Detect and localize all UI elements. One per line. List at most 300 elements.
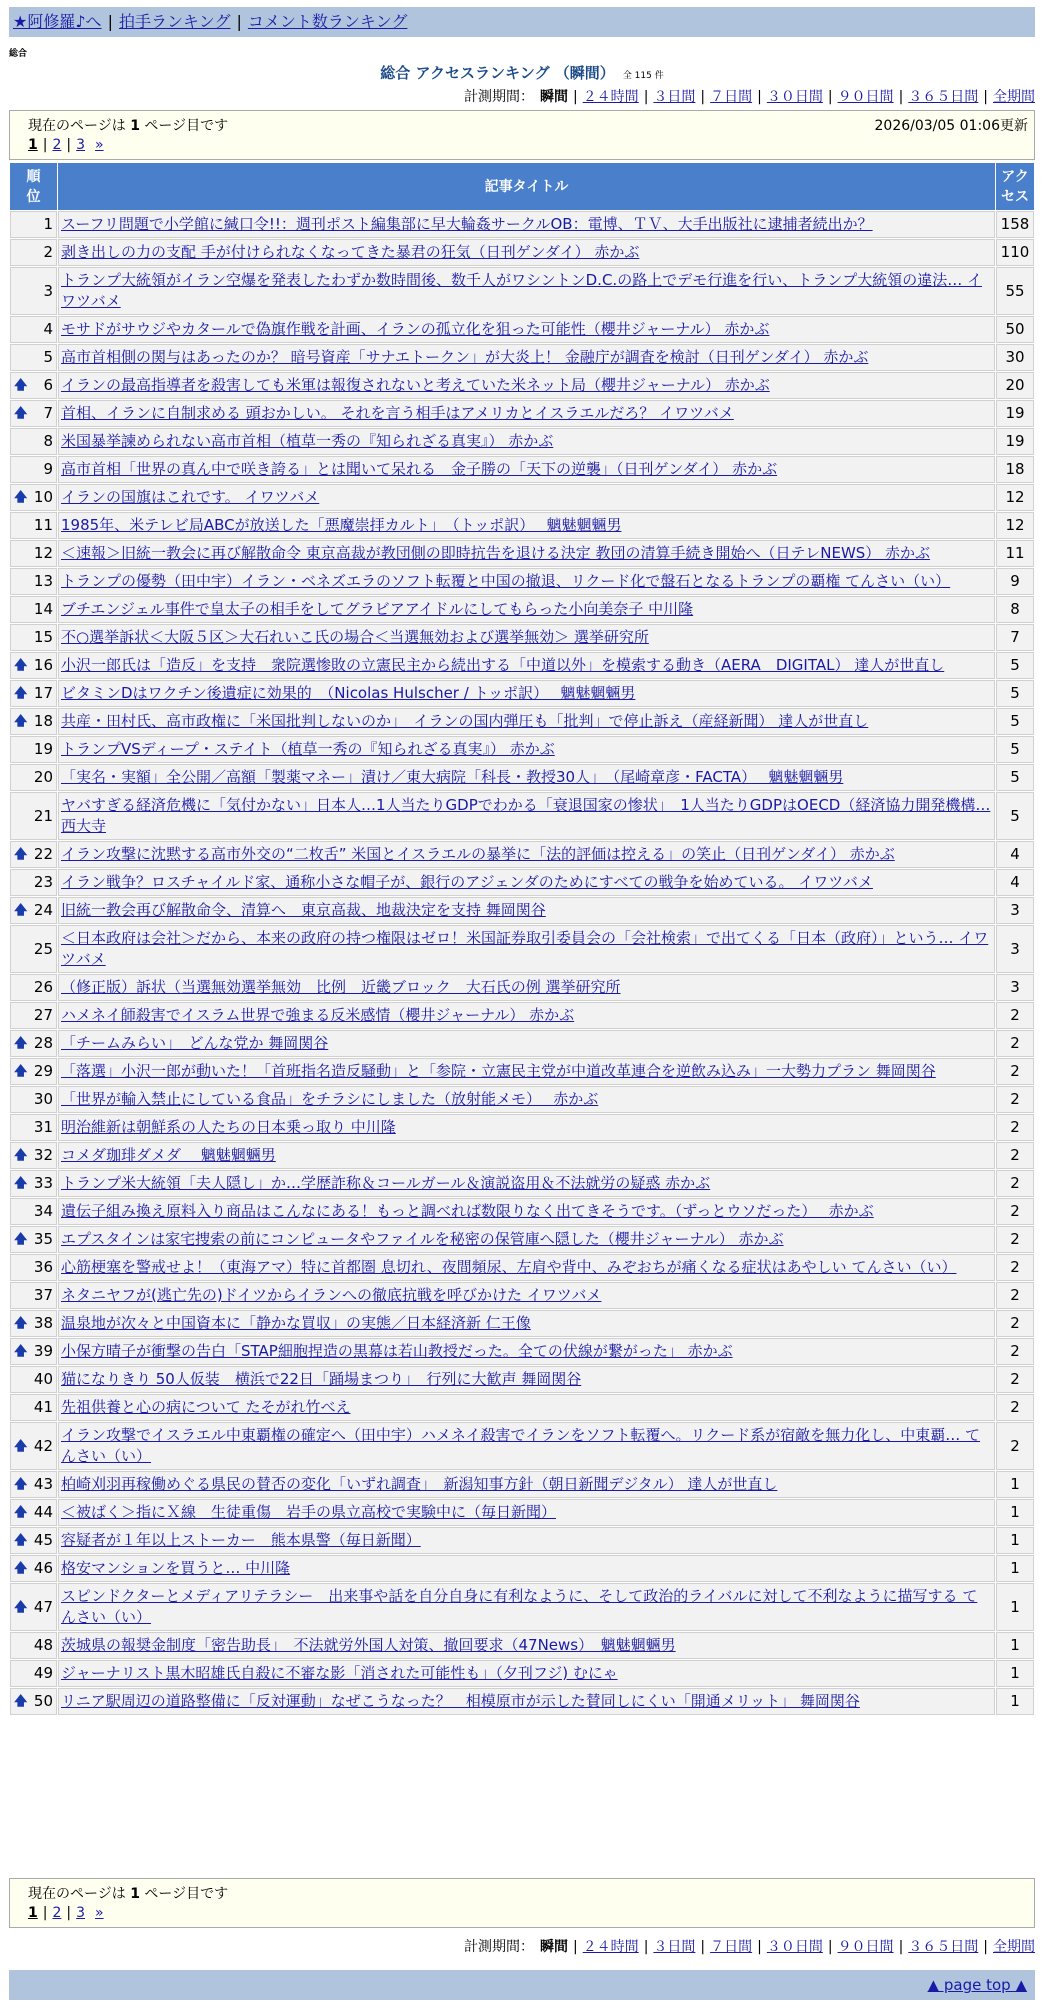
table-row (10, 1226, 1034, 1253)
nav-separator: | (236, 12, 242, 31)
article-title-link[interactable]: イランの最高指導者を殺害しても米軍は報復されないと考えていた米ネット局（櫻井ジャーナル） 赤かぶ (61, 376, 770, 394)
table-row (10, 1583, 1034, 1631)
access-count: 2 (996, 1338, 1034, 1365)
title-cell (58, 652, 995, 679)
title-cell (58, 1254, 995, 1281)
period-link-365d[interactable]: ３６５日間 (908, 1939, 979, 1955)
rank-up-arrow-icon: 🡅 (14, 1477, 28, 1492)
article-title-link[interactable]: 「世界が輸入禁止にしている食品」をチラシにしました（放射能メモ） 赤かぶ (61, 1090, 599, 1108)
rank-number: 1 (43, 215, 53, 233)
rank-cell (10, 1310, 57, 1337)
rank-up-arrow-icon: 🡅 (14, 378, 28, 393)
article-title-link[interactable]: 不○選挙訴状＜大阪５区＞大石れいこ氏の場合＜当選無効および選挙無効＞ 選挙研究所 (61, 628, 649, 646)
article-title-link[interactable]: ジャーナリスト黒木昭雄氏自殺に不審な影「消された可能性も」（夕刊フジ) むにゃ (61, 1664, 618, 1682)
rank-cell (10, 925, 57, 973)
rank-cell (10, 708, 57, 735)
access-count: 1 (996, 1471, 1034, 1498)
rank-number: 38 (33, 1314, 53, 1332)
table-row (10, 344, 1034, 371)
access-count: 2 (996, 1198, 1034, 1225)
article-title-link[interactable]: モサドがサウジやカタールで偽旗作戦を計画、イランの孤立化を狙った可能性（櫻井ジャーナル） 赤かぶ (61, 320, 770, 338)
title-cell (58, 484, 995, 511)
article-title-link[interactable]: 心筋梗塞を警戒せよ！（東海アマ）特に首都圏 息切れ、夜間頻尿、左肩や背中、みぞおちが痛くなる症状はあやしい てんさい（い） (61, 1258, 957, 1276)
title-cell (58, 974, 995, 1001)
rank-number: 47 (33, 1597, 53, 1616)
title-cell (58, 1471, 995, 1498)
article-title-link[interactable]: トランプの優勢（田中宇）イラン・ベネズエラのソフト転覆と中国の撤退、リクード化で盤石となるトランプの覇権 てんさい（い） (61, 572, 951, 590)
table-row (10, 680, 1034, 707)
rank-number: 11 (33, 516, 53, 534)
top-nav (9, 7, 1035, 37)
title-cell (58, 267, 995, 315)
article-title-link[interactable]: ヤバすぎる経済危機に「気付かない」日本人…1人当たりGDPでわかる「衰退国家の惨状」 1人当たりGDPはOECD（経済協力開発機構… 西大寺 (61, 796, 991, 835)
access-count: 2 (996, 1142, 1034, 1169)
period-selector-top: 計測期間： 瞬間 | ２４時間 | ３日間 | ７日間 | ３０日間 | ９０日間 | ３６５日間 | 全期間 (463, 89, 1035, 105)
access-count: 5 (996, 708, 1034, 735)
rank-number: 8 (43, 432, 53, 450)
title-cell (58, 456, 995, 483)
rank-cell (10, 1394, 57, 1421)
access-count: 5 (996, 764, 1034, 791)
rank-up-arrow-icon: 🡅 (14, 1148, 28, 1163)
table-row (10, 540, 1034, 567)
table-row (10, 897, 1034, 924)
title-cell (58, 624, 995, 651)
rank-cell (10, 428, 57, 455)
period-link-30d[interactable]: ３０日間 (766, 89, 823, 105)
rank-number: 18 (33, 712, 53, 730)
title-cell (58, 1366, 995, 1393)
title-cell (58, 428, 995, 455)
title-cell (58, 869, 995, 896)
bottom-bar (9, 1970, 1035, 2000)
title-cell (58, 1688, 995, 1715)
rank-cell (10, 568, 57, 595)
rank-cell (10, 1086, 57, 1113)
article-title-link[interactable]: 茨城県の報奨金制度「密告助長」 不法就労外国人対策、撤回要求（47News） 魑魅魍魎男 (61, 1636, 676, 1654)
rank-cell (10, 1632, 57, 1659)
access-count: 1 (996, 1660, 1034, 1687)
rank-number: 14 (33, 600, 53, 618)
page-link-3[interactable]: 3 (76, 1905, 86, 1921)
access-count: 30 (996, 344, 1034, 371)
title-cell (58, 792, 995, 840)
total-count: 全 115 件 (622, 71, 664, 81)
access-count: 2 (996, 1366, 1034, 1393)
rank-number: 9 (43, 460, 53, 478)
article-title-link[interactable]: 「落選」小沢一郎が動いた！「首班指名造反騒動」と「参院・立憲民主党が中道改革連合を逆飲み込み」一大勢力プラン 舞岡関谷 (61, 1062, 936, 1080)
access-count: 158 (996, 211, 1034, 238)
table-row (10, 1338, 1034, 1365)
article-title-link[interactable]: 1985年、米テレビ局ABCが放送した「悪魔崇拝カルト」 （トッポ訳） 魑魅魍魎男 (61, 516, 622, 534)
access-count: 5 (996, 736, 1034, 763)
table-row (10, 211, 1034, 238)
rank-number: 49 (33, 1664, 53, 1682)
title-cell (58, 540, 995, 567)
access-count: 9 (996, 568, 1034, 595)
rank-cell (10, 1499, 57, 1526)
table-row (10, 1198, 1034, 1225)
rank-cell (10, 624, 57, 651)
table-row (10, 267, 1034, 315)
title-cell (58, 1660, 995, 1687)
article-title-link[interactable]: リニア駅周辺の道路整備に「反対運動」なぜこうなった？ 相模原市が示した賛同しにくい「開通メリット」 舞岡関谷 (61, 1692, 860, 1710)
rank-up-arrow-icon: 🡅 (14, 686, 28, 701)
page-link-1: 1 (28, 137, 38, 153)
period-link-all[interactable]: 全期間 (993, 1939, 1035, 1955)
access-count: 55 (996, 267, 1034, 315)
next-page-link[interactable]: » (95, 137, 104, 153)
title-cell (58, 400, 995, 427)
updated-timestamp: 2026/03/05 01:06更新 (874, 118, 1028, 134)
access-count: 18 (996, 456, 1034, 483)
access-count: 1 (996, 1583, 1034, 1631)
access-count: 2 (996, 1170, 1034, 1197)
article-title-link[interactable]: ＜日本政府は会社＞だから、本来の政府の持つ権限はゼロ！米国証券取引委員会の「会社検索」で出てくる「日本（政府）」という… イワツバメ (61, 929, 989, 968)
rank-number: 21 (33, 806, 53, 825)
table-row (10, 512, 1034, 539)
title-cell (58, 680, 995, 707)
access-count: 2 (996, 1058, 1034, 1085)
article-title-link[interactable]: スーフリ問題で小学館に緘口令!!：週刊ポスト編集部に早大輪姦サークルOB：電博、ＴＶ、大手出版社に逮捕者続出か？ (61, 215, 873, 233)
rank-number: 3 (43, 281, 53, 300)
section-label: 総合 (9, 49, 28, 59)
rank-cell (10, 764, 57, 791)
title-cell (58, 1086, 995, 1113)
rank-number: 22 (33, 845, 53, 863)
title-cell (58, 925, 995, 973)
rank-cell (10, 897, 57, 924)
period-link-all[interactable]: 全期間 (993, 89, 1035, 105)
page-prefix: 現在のページは (28, 118, 126, 134)
title-cell (58, 1632, 995, 1659)
title-cell (58, 1394, 995, 1421)
period-link-24h[interactable]: ２４時間 (582, 89, 639, 105)
table-row (10, 596, 1034, 623)
pager-box-bottom (9, 1878, 1035, 1928)
rank-up-arrow-icon: 🡅 (14, 1036, 28, 1051)
rank-up-arrow-icon: 🡅 (14, 406, 28, 421)
title-cell (58, 841, 995, 868)
rank-number: 26 (33, 978, 53, 996)
page-top-link[interactable]: ▲ page top ▲ (927, 1976, 1027, 1994)
rank-up-arrow-icon: 🡅 (14, 1064, 28, 1079)
rank-number: 36 (33, 1258, 53, 1276)
rank-number: 6 (43, 376, 53, 394)
nav-link-clap-ranking[interactable]: 拍手ランキング (118, 12, 231, 31)
next-page-link[interactable]: » (95, 1905, 104, 1921)
access-count: 1 (996, 1555, 1034, 1582)
rank-cell (10, 1114, 57, 1141)
rank-number: 5 (43, 348, 53, 366)
rank-cell (10, 267, 57, 315)
article-title-link[interactable]: 「実名・実額」全公開／高額「製薬マネー」漬け／東大病院「科長・教授30人」 （尾崎章彦・FACTA） 魑魅魍魎男 (61, 768, 844, 786)
rank-number: 35 (33, 1230, 53, 1248)
period-label: 計測期間： (463, 1939, 534, 1955)
article-title-link[interactable]: ハメネイ師殺害でイスラム世界で強まる反米感情（櫻井ジャーナル） 赤かぶ (61, 1006, 575, 1024)
article-title-link[interactable]: 小保方晴子が衝撃の告白「STAP細胞捏造の黒幕は若山教授だった。全ての伏線が繋がった」 赤かぶ (61, 1342, 733, 1360)
rank-number: 31 (33, 1118, 53, 1136)
rank-number: 4 (43, 320, 53, 338)
title-cell (58, 512, 995, 539)
rank-number: 37 (33, 1286, 53, 1304)
article-title-link[interactable]: コメダ珈琲ダメダ 魑魅魍魎男 (61, 1146, 276, 1164)
rank-cell (10, 1198, 57, 1225)
title-cell (58, 211, 995, 238)
rank-cell (10, 1583, 57, 1631)
page-current: 1 (130, 1886, 140, 1902)
rank-cell (10, 1002, 57, 1029)
rank-number: 29 (33, 1062, 53, 1080)
table-row (10, 652, 1034, 679)
page-suffix: ページ目です (144, 118, 229, 134)
rank-cell (10, 1338, 57, 1365)
title-cell (58, 1583, 995, 1631)
rank-cell (10, 512, 57, 539)
rank-number: 32 (33, 1146, 53, 1164)
rank-number: 16 (33, 656, 53, 674)
period-link-3d[interactable]: ３日間 (653, 89, 696, 105)
access-count: 2 (996, 1226, 1034, 1253)
access-count: 3 (996, 897, 1034, 924)
table-row (10, 736, 1034, 763)
rank-cell (10, 1282, 57, 1309)
rank-number: 41 (33, 1398, 53, 1416)
rank-number: 24 (33, 901, 53, 919)
table-row (10, 624, 1034, 651)
rank-cell (10, 652, 57, 679)
rank-number: 17 (33, 684, 53, 702)
article-title-link[interactable]: 高市首相側の関与はあったのか？ 暗号資産「サナエトークン」が大炎上！ 金融庁が調査を検討（日刊ゲンダイ） 赤かぶ (61, 348, 869, 366)
rank-cell (10, 316, 57, 343)
access-count: 2 (996, 1282, 1034, 1309)
rank-number: 45 (33, 1531, 53, 1549)
table-row (10, 1527, 1034, 1554)
rank-cell (10, 869, 57, 896)
title-cell (58, 568, 995, 595)
rank-number: 44 (33, 1503, 53, 1521)
title-cell (58, 316, 995, 343)
table-row (10, 1555, 1034, 1582)
rank-number: 42 (33, 1436, 53, 1455)
table-row (10, 1282, 1034, 1309)
article-title-link[interactable]: 温泉地が次々と中国資本に「静かな買収」の実態／日本経済新 仁王像 (61, 1314, 531, 1332)
access-count: 110 (996, 239, 1034, 266)
article-title-link[interactable]: ブチエンジェル事件で皇太子の相手をしてグラビアアイドルにしてもらった小向美奈子 中川隆 (61, 600, 694, 618)
period-link-7d[interactable]: ７日間 (710, 1939, 753, 1955)
nav-link-comment-ranking[interactable]: コメント数ランキング (247, 12, 408, 31)
title-cell (58, 372, 995, 399)
rank-number: 20 (33, 768, 53, 786)
article-title-link[interactable]: （修正版）訴状（当選無効選挙無効 比例 近畿ブロック 大石氏の例 選挙研究所 (61, 978, 621, 996)
article-title-link[interactable]: イランの国旗はこれです。 イワツバメ (61, 488, 320, 506)
article-title-link[interactable]: イラン戦争？ロスチャイルド家、通称小さな帽子が、銀行のアジェンダのためにすべての戦争を始めている。 イワツバメ (61, 873, 873, 891)
article-title-link[interactable]: 旧統一教会再び解散命令、清算へ 東京高裁、地裁決定を支持 舞岡関谷 (61, 901, 546, 919)
rank-up-arrow-icon: 🡅 (14, 1561, 28, 1576)
rank-up-arrow-icon: 🡅 (14, 1599, 28, 1615)
article-title-link[interactable]: トランプ大統領がイラン空爆を発表したわずか数時間後、数千人がワシントンD.C.の路上でデモ行進を行い、トランプ大統領の違法… イワツバメ (61, 271, 982, 310)
article-title-link[interactable]: 容疑者が１年以上ストーカー 熊本県警（毎日新聞） (61, 1531, 421, 1549)
table-row (10, 1660, 1034, 1687)
article-title-link[interactable]: 小沢一郎氏は「造反」を支持 衆院選惨敗の立憲民主から続出する「中道以外」を模索する動き（AERA DIGITAL） 達人が世直し (61, 656, 945, 674)
article-title-link[interactable]: スピンドクターとメディアリテラシー 出来事や話を自分自身に有利なように、そして政治的ライバルに対して不利なように描写する てんさい（い） (61, 1587, 978, 1626)
title-cell (58, 764, 995, 791)
rank-cell (10, 1226, 57, 1253)
page-link-3[interactable]: 3 (76, 137, 86, 153)
access-count: 8 (996, 596, 1034, 623)
period-link-90d[interactable]: ９０日間 (837, 1939, 894, 1955)
table-row (10, 1310, 1034, 1337)
article-title-link[interactable]: エプスタインは家宅捜索の前にコンピュータやファイルを秘密の保管庫へ隠した（櫻井ジャーナル） 赤かぶ (61, 1230, 784, 1248)
rank-up-arrow-icon: 🡅 (14, 1694, 28, 1709)
period-link-3d[interactable]: ３日間 (653, 1939, 696, 1955)
rank-number: 33 (33, 1174, 53, 1192)
table-row (10, 400, 1034, 427)
article-title-link[interactable]: ビタミンDはワクチン後遺症に効果的 （Nicolas Hulscher / トッポ訳） 魑魅魍魎男 (61, 684, 636, 702)
access-count: 7 (996, 624, 1034, 651)
table-row (10, 1030, 1034, 1057)
rank-cell (10, 372, 57, 399)
rank-cell (10, 1527, 57, 1554)
col-header-title: 記事タイトル (58, 163, 995, 210)
access-count: 5 (996, 652, 1034, 679)
page-indicator (28, 1883, 228, 1903)
col-header-rank: 順位 (10, 163, 57, 210)
rank-number: 30 (33, 1090, 53, 1108)
title-cell (58, 1170, 995, 1197)
rank-cell (10, 540, 57, 567)
rank-up-arrow-icon: 🡅 (14, 847, 28, 862)
title-cell (58, 1002, 995, 1029)
rank-up-arrow-icon: 🡅 (14, 1533, 28, 1548)
article-title-link[interactable]: 柏崎刈羽再稼働めぐる県民の賛否の変化「いずれ調査」 新潟知事方針（朝日新聞デジタル） 達人が世直し (61, 1475, 778, 1493)
period-current: 瞬間 (539, 89, 568, 105)
nav-separator: | (107, 12, 113, 31)
article-title-link[interactable]: イラン攻撃でイスラエル中東覇権の確定へ（田中宇）ハメネイ殺害でイランをソフト転覆へ。リクード系が宿敵を無力化し、中東覇… てんさい（い） (61, 1426, 981, 1465)
pagination: 1 | 2 | 3 » (28, 137, 104, 153)
rank-number: 27 (33, 1006, 53, 1024)
article-title-link[interactable]: トランプ米大統領「夫人隠し」か…学歴詐称＆コールガール＆演説盗用＆不法就労の疑惑 赤かぶ (61, 1174, 711, 1192)
period-link-7d[interactable]: ７日間 (710, 89, 753, 105)
article-title-link[interactable]: ネタニヤフが(逃亡先の)ドイツからイランへの徹底抗戦を呼びかけた イワツバメ (61, 1286, 602, 1304)
rank-cell (10, 400, 57, 427)
rank-up-arrow-icon: 🡅 (14, 490, 28, 505)
rank-number: 15 (33, 628, 53, 646)
rank-number: 13 (33, 572, 53, 590)
table-row (10, 974, 1034, 1001)
title-cell (58, 1499, 995, 1526)
nav-link-ashura[interactable]: ★阿修羅♪へ (13, 12, 102, 31)
table-row (10, 841, 1034, 868)
table-row (10, 372, 1034, 399)
rank-up-arrow-icon: 🡅 (14, 1505, 28, 1520)
access-count: 1 (996, 1499, 1034, 1526)
rank-cell (10, 1422, 57, 1470)
title-cell (58, 1422, 995, 1470)
col-header-access: アクセス (996, 163, 1034, 210)
table-row (10, 764, 1034, 791)
rank-up-arrow-icon: 🡅 (14, 903, 28, 918)
article-title-link[interactable]: ＜速報＞旧統一教会に再び解散命令 東京高裁が教団側の即時抗告を退ける決定 教団の清算手続き開始へ（日テレNEWS） 赤かぶ (61, 544, 931, 562)
access-count: 2 (996, 1310, 1034, 1337)
article-title-link[interactable]: 首相、イランに自制求める 頭おかしい。 それを言う相手はアメリカとイスラエルだろ？ イワツバメ (61, 404, 734, 422)
rank-cell (10, 484, 57, 511)
title-cell (58, 1338, 995, 1365)
title-cell (58, 1226, 995, 1253)
title-cell (58, 1555, 995, 1582)
article-title-link[interactable]: 猫になりきり 50人仮装 横浜で22日「踊場まつり」 行列に大歓声 舞岡関谷 (61, 1370, 582, 1388)
page-link-2[interactable]: 2 (52, 1905, 62, 1921)
rank-number: 43 (33, 1475, 53, 1493)
title-cell (58, 344, 995, 371)
page-link-1: 1 (28, 1905, 38, 1921)
access-count: 19 (996, 400, 1034, 427)
rank-up-arrow-icon: 🡅 (14, 1438, 28, 1454)
period-link-90d[interactable]: ９０日間 (837, 89, 894, 105)
rank-number: 40 (33, 1370, 53, 1388)
title-cell (58, 1282, 995, 1309)
rank-up-arrow-icon: 🡅 (14, 1316, 28, 1331)
article-title-link[interactable]: トランプVSディープ・ステイト（植草一秀の『知られざる真実』） 赤かぶ (61, 740, 555, 758)
title-cell (58, 1527, 995, 1554)
article-title-link[interactable]: 高市首相「世界の真ん中で咲き誇る」とは聞いて呆れる 金子勝の「天下の逆襲」（日刊ゲンダイ） 赤かぶ (61, 460, 778, 478)
table-row (10, 456, 1034, 483)
article-title-link[interactable]: 先祖供養と心の病について たそがれ竹べえ (61, 1398, 351, 1416)
page-current: 1 (130, 118, 140, 134)
rank-number: 12 (33, 544, 53, 562)
article-title-link[interactable]: イラン攻撃に沈黙する高市外交の“二枚舌” 米国とイスラエルの暴挙に「法的評価は控える」の笑止（日刊ゲンダイ） 赤かぶ (61, 845, 895, 863)
period-label: 計測期間： (463, 89, 534, 105)
article-title-link[interactable]: 米国暴挙諫められない高市首相（植草一秀の『知られざる真実』） 赤かぶ (61, 432, 554, 450)
title-cell (58, 897, 995, 924)
article-title-link[interactable]: 格安マンションを買うと… 中川隆 (61, 1559, 291, 1577)
table-row (10, 1142, 1034, 1169)
rank-cell (10, 1555, 57, 1582)
rank-number: 2 (43, 243, 53, 261)
article-title-link[interactable]: ＜被ばく＞指にＸ線 生徒重傷 岩手の県立高校で実験中に（毎日新聞） (61, 1503, 557, 1521)
page-link-2[interactable]: 2 (52, 137, 62, 153)
rank-cell (10, 841, 57, 868)
rank-up-arrow-icon: 🡅 (14, 658, 28, 673)
access-count: 2 (996, 1030, 1034, 1057)
article-title-link[interactable]: 共産・田村氏、高市政権に「米国批判しないのか」 イランの国内弾圧も「批判」で停止訴え（産経新聞） 達人が世直し (61, 712, 869, 730)
article-title-link[interactable]: 遺伝子組み換え原料入り商品はこんなにある！もっと調べれば数限りなく出てきそうです。（ずっとウソだった） 赤かぶ (61, 1202, 874, 1220)
period-link-30d[interactable]: ３０日間 (766, 1939, 823, 1955)
table-row (10, 1499, 1034, 1526)
article-title-link[interactable]: 「チームみらい」 どんな党か 舞岡関谷 (61, 1034, 329, 1052)
article-title-link[interactable]: 明治維新は朝鮮系の人たちの日本乗っ取り 中川隆 (61, 1118, 396, 1136)
period-link-365d[interactable]: ３６５日間 (908, 89, 979, 105)
period-current: 瞬間 (539, 1939, 568, 1955)
table-row (10, 1002, 1034, 1029)
rank-number: 23 (33, 873, 53, 891)
table-row (10, 1422, 1034, 1470)
period-link-24h[interactable]: ２４時間 (582, 1939, 639, 1955)
access-count: 2 (996, 1422, 1034, 1470)
article-title-link[interactable]: 剥き出しの力の支配 手が付けられなくなってきた暴君の狂気（日刊ゲンダイ） 赤かぶ (61, 243, 640, 261)
title-cell (58, 1114, 995, 1141)
rank-cell (10, 1688, 57, 1715)
rank-number: 48 (33, 1636, 53, 1654)
access-count: 1 (996, 1632, 1034, 1659)
rank-up-arrow-icon: 🡅 (14, 1176, 28, 1191)
access-count: 11 (996, 540, 1034, 567)
table-row (10, 316, 1034, 343)
access-count: 2 (996, 1002, 1034, 1029)
access-count: 3 (996, 974, 1034, 1001)
access-count: 1 (996, 1527, 1034, 1554)
title-cell (58, 1142, 995, 1169)
